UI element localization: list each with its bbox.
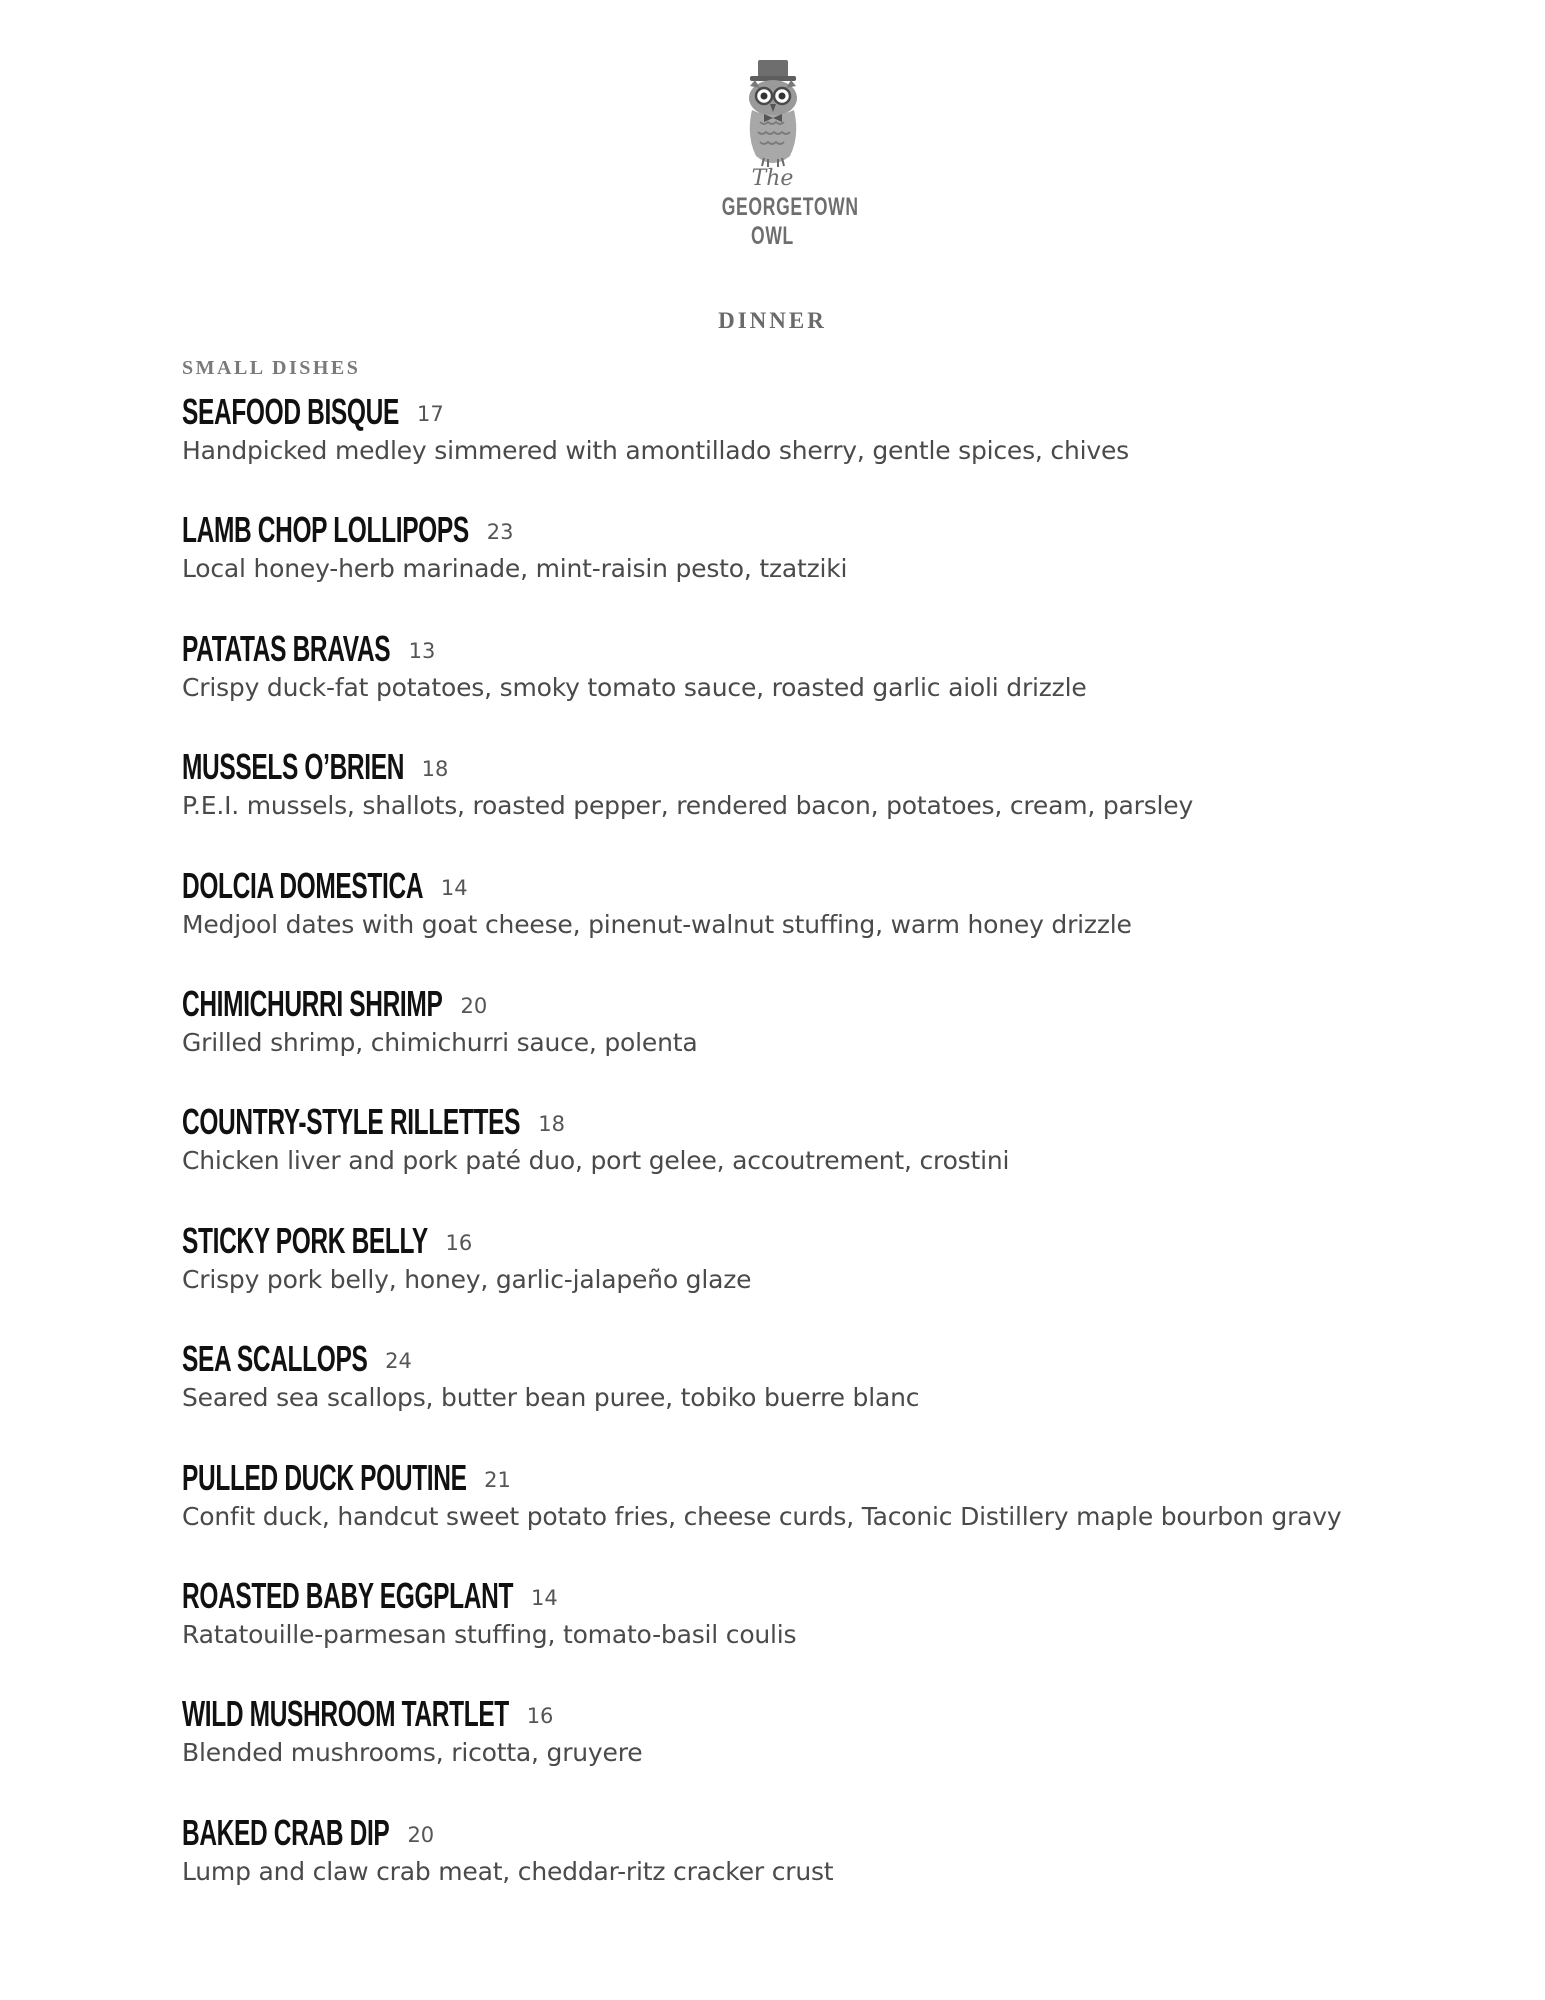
- menu-item-description: Seared sea scallops, butter bean puree, tobiko buerre blanc: [182, 1383, 920, 1413]
- menu-item-description: Crispy duck-fat potatoes, smoky tomato sauce, roasted garlic aioli drizzle: [182, 672, 1087, 702]
- menu-item-header: [182, 1455, 1482, 1501]
- menu-item-header: [182, 1573, 1482, 1619]
- menu-item-name: LAMB CHOP LOLLIPOPS: [182, 509, 469, 551]
- menu-title: DINNER: [718, 308, 827, 333]
- menu-item-price: 18: [538, 1112, 566, 1137]
- menu-item-price: 16: [526, 1704, 554, 1729]
- menu-item: [182, 1218, 1482, 1336]
- menu-item: [182, 744, 1482, 862]
- menu-item-name: PULLED DUCK POUTINE: [182, 1456, 467, 1498]
- menu-item-name: SEAFOOD BISQUE: [182, 391, 399, 432]
- menu-item: [182, 1336, 1482, 1454]
- menu-item-description: Ratatouille-parmesan stuffing, tomato-basil coulis: [182, 1619, 797, 1649]
- menu-item-header: [182, 744, 1482, 790]
- menu-item-description: Lump and claw crab meat, cheddar-ritz cracker crust: [182, 1856, 834, 1886]
- menu-item: [182, 507, 1482, 625]
- menu-item-header: [182, 1099, 1482, 1145]
- menu-item-header: [182, 1336, 1482, 1382]
- menu-item-header: [182, 507, 1482, 553]
- menu-item: [182, 863, 1482, 981]
- menu-item-header: [182, 626, 1482, 672]
- logo-line-1: GEORGETOWN: [721, 193, 859, 221]
- menu-item-price: 13: [408, 638, 436, 663]
- menu-item-name: SEA SCALLOPS: [182, 1338, 368, 1380]
- menu-item-description: Chicken liver and pork paté duo, port gelee, accoutrement, crostini: [182, 1146, 1010, 1176]
- menu-item-price: 23: [486, 520, 514, 545]
- menu-item-price: 18: [421, 757, 449, 782]
- menu-item-description: Medjool dates with goat cheese, pinenut-walnut stuffing, warm honey drizzle: [182, 909, 1132, 939]
- menu-item-header: [182, 981, 1482, 1027]
- menu-item-name: STICKY PORK BELLY: [182, 1219, 428, 1261]
- menu-item-header: [182, 863, 1482, 909]
- menu-item-description: P.E.I. mussels, shallots, roasted pepper, rendered bacon, potatoes, cream, parsley: [182, 791, 1194, 821]
- logo-line-2: OWL: [751, 222, 794, 250]
- menu-item-name: WILD MUSHROOM TARTLET: [182, 1693, 509, 1735]
- menu-item: [182, 389, 1482, 507]
- menu-item-price: 14: [440, 875, 468, 900]
- menu-item-price: 24: [385, 1349, 412, 1374]
- menu-item-header: [182, 389, 1482, 435]
- menu-item-name: MUSSELS O’BRIEN: [182, 746, 405, 788]
- menu-item-description: Local honey-herb marinade, mint-raisin pesto, tzatziki: [182, 554, 848, 584]
- menu-item: [182, 1691, 1482, 1809]
- menu-item-description: Handpicked medley simmered with amontillado sherry, gentle spices, chives: [182, 436, 1129, 465]
- section-title: SMALL DISHES: [182, 357, 361, 379]
- menu-item: [182, 1099, 1482, 1217]
- logo-name: [721, 193, 859, 251]
- menu-item: [182, 626, 1482, 744]
- menu-item: [182, 1573, 1482, 1691]
- menu-item-price: 14: [530, 1585, 558, 1610]
- menu-items-list: [182, 389, 1482, 1928]
- menu-item-name: BAKED CRAB DIP: [182, 1811, 390, 1853]
- menu-item-header: [182, 1218, 1482, 1264]
- menu-item-price: 21: [484, 1467, 511, 1492]
- menu-item-description: Crispy pork belly, honey, garlic-jalapeño glaze: [182, 1264, 752, 1294]
- menu-item-price: 20: [407, 1822, 435, 1847]
- menu-item-name: ROASTED BABY EGGPLANT: [182, 1574, 514, 1616]
- menu-item-description: Blended mushrooms, ricotta, gruyere: [182, 1738, 643, 1768]
- georgetown-owl-logo: [700, 58, 859, 254]
- menu-item-header: [182, 1810, 1482, 1856]
- menu-item-price: 16: [445, 1230, 473, 1255]
- menu-item: [182, 1455, 1482, 1573]
- menu-item-price: 20: [460, 993, 488, 1018]
- owl-icon: [700, 58, 845, 173]
- menu-item-name: PATATAS BRAVAS: [182, 627, 391, 669]
- menu-item-name: DOLCIA DOMESTICA: [182, 864, 424, 906]
- menu-item-name: COUNTRY-STYLE RILLETTES: [182, 1101, 521, 1143]
- menu-item-name: CHIMICHURRI SHRIMP: [182, 982, 443, 1024]
- menu-item-description: Grilled shrimp, chimichurri sauce, polenta: [182, 1027, 698, 1057]
- menu-item: [182, 1810, 1482, 1928]
- logo-the: The: [751, 166, 794, 191]
- menu-item-price: 17: [417, 402, 444, 426]
- menu-item: [182, 981, 1482, 1099]
- menu-item-description: Confit duck, handcut sweet potato fries, cheese curds, Taconic Distillery maple bourbon gravy: [182, 1501, 1342, 1531]
- menu-item-header: [182, 1691, 1482, 1737]
